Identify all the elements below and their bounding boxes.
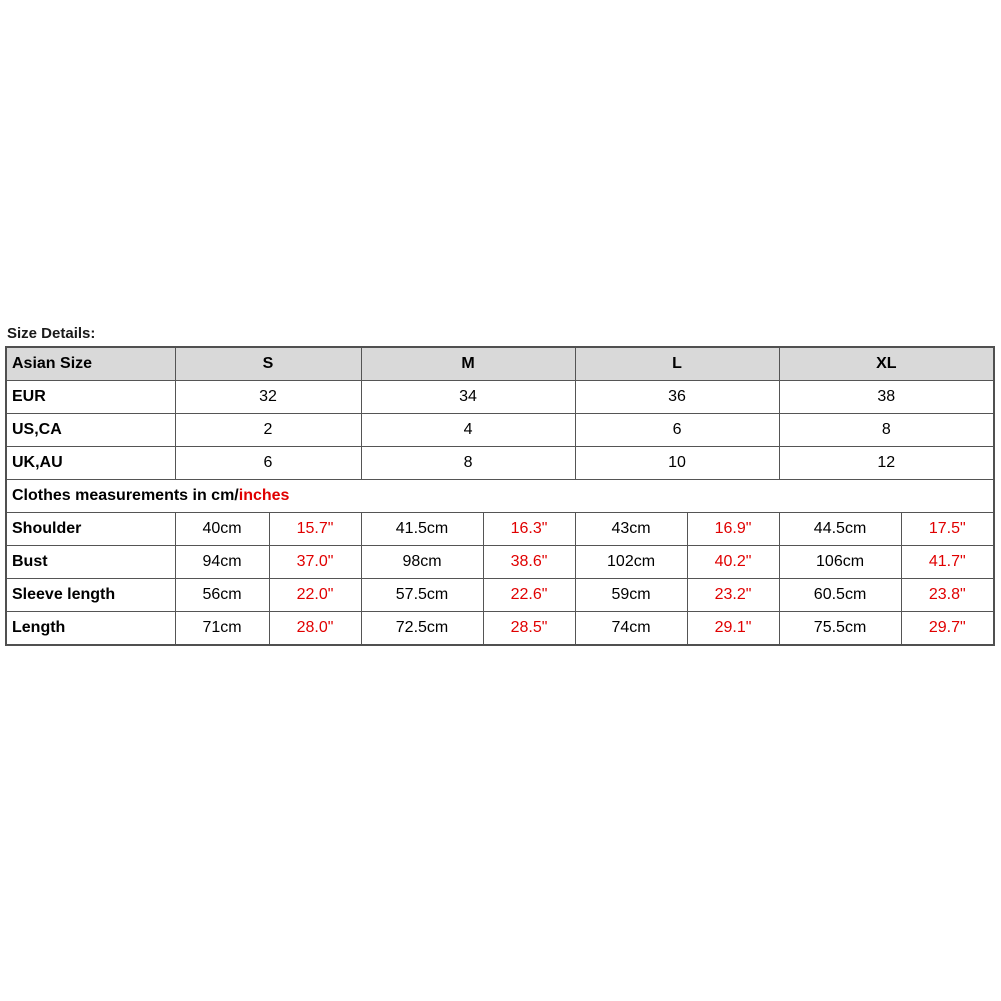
inch-value: 41.7" [901,546,994,579]
cm-value: 94cm [175,546,269,579]
size-m-header: M [361,347,575,381]
conversion-value: 10 [575,447,779,480]
cm-value: 106cm [779,546,901,579]
cm-value: 43cm [575,513,687,546]
conversion-value: 32 [175,381,361,414]
measurements-section-row [6,480,994,513]
cm-value: 56cm [175,579,269,612]
size-xl-header: XL [779,347,994,381]
conversion-value: 6 [575,414,779,447]
cm-value: 102cm [575,546,687,579]
inch-value: 23.8" [901,579,994,612]
conversion-value: 2 [175,414,361,447]
cm-value: 59cm [575,579,687,612]
inch-value: 22.6" [483,579,575,612]
measurements-section-title [6,480,994,513]
cm-value: 40cm [175,513,269,546]
conversion-value: 4 [361,414,575,447]
measurement-label: Sleeve length [6,579,175,612]
section-title-inches: inches [238,487,290,504]
inch-value: 15.7" [269,513,361,546]
cm-value: 60.5cm [779,579,901,612]
inch-value: 38.6" [483,546,575,579]
cm-value: 44.5cm [779,513,901,546]
inch-value: 29.1" [687,612,779,646]
conversion-value: 6 [175,447,361,480]
conversion-label: US,CA [6,414,175,447]
inch-value: 28.0" [269,612,361,646]
cm-value: 71cm [175,612,269,646]
size-header-row [6,347,994,381]
size-s-header: S [175,347,361,381]
conversion-label: UK,AU [6,447,175,480]
section-title-prefix: Clothes measurements in cm/ [12,487,239,504]
measurement-label: Bust [6,546,175,579]
measurement-row-shoulder [6,513,994,546]
conversion-label: EUR [6,381,175,414]
conversion-value: 34 [361,381,575,414]
cm-value: 75.5cm [779,612,901,646]
cm-value: 41.5cm [361,513,483,546]
inch-value: 28.5" [483,612,575,646]
conversion-value: 12 [779,447,994,480]
conversion-value: 8 [779,414,994,447]
measurement-label: Shoulder [6,513,175,546]
measurement-row-sleeve-length [6,579,994,612]
size-details-caption: Size Details: [7,325,96,342]
cm-value: 57.5cm [361,579,483,612]
size-l-header: L [575,347,779,381]
inch-value: 29.7" [901,612,994,646]
cm-value: 72.5cm [361,612,483,646]
inch-value: 16.9" [687,513,779,546]
inch-value: 16.3" [483,513,575,546]
measurement-label: Length [6,612,175,646]
inch-value: 23.2" [687,579,779,612]
asian-size-label: Asian Size [6,347,175,381]
inch-value: 17.5" [901,513,994,546]
inch-value: 37.0" [269,546,361,579]
conversion-row-us-ca [6,414,994,447]
cm-value: 98cm [361,546,483,579]
measurement-row-length [6,612,994,646]
inch-value: 22.0" [269,579,361,612]
conversion-value: 8 [361,447,575,480]
conversion-value: 38 [779,381,994,414]
inch-value: 40.2" [687,546,779,579]
measurement-row-bust [6,546,994,579]
conversion-row-uk-au [6,447,994,480]
cm-value: 74cm [575,612,687,646]
conversion-value: 36 [575,381,779,414]
size-chart-table [5,346,995,646]
conversion-row-eur [6,381,994,414]
